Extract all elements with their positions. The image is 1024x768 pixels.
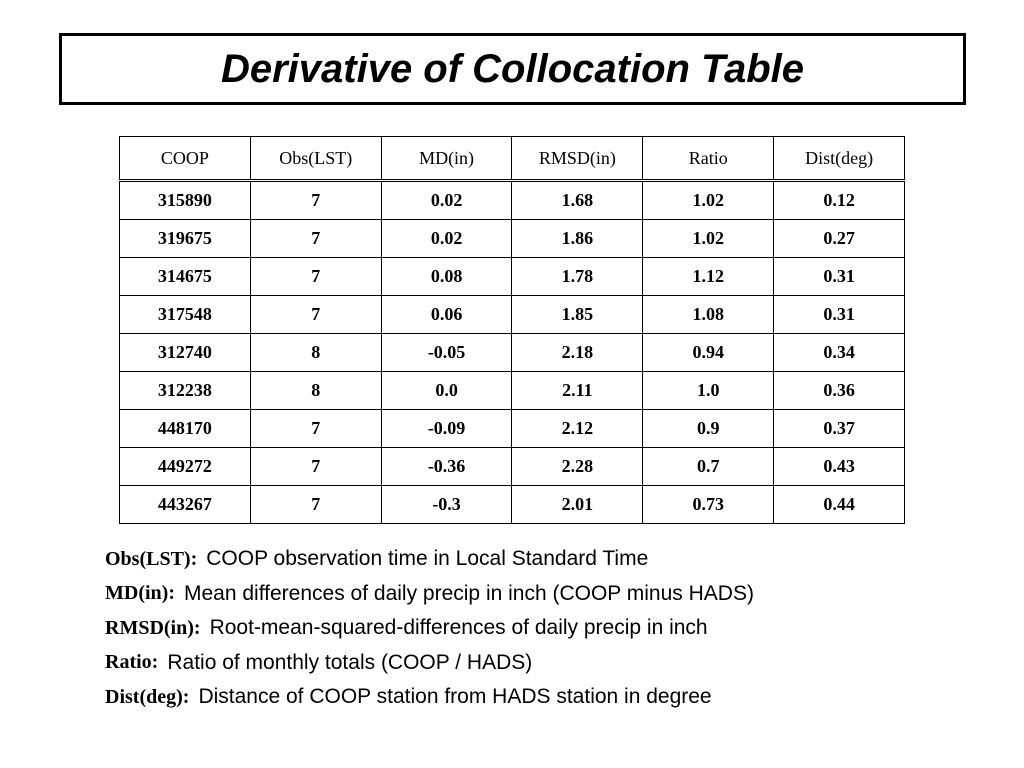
- header-obs-lst: Obs(LST): [250, 137, 381, 181]
- cell-dist-deg: 0.36: [774, 372, 905, 410]
- legend-item: [105, 542, 985, 577]
- cell-obs-lst: 7: [250, 220, 381, 258]
- legend-term: Obs(LST): [105, 547, 191, 570]
- title-box: [59, 33, 966, 105]
- cell-dist-deg: 0.34: [774, 334, 905, 372]
- cell-coop: 314675: [120, 258, 251, 296]
- cell-ratio: 1.02: [643, 181, 774, 220]
- cell-md-in: 0.02: [381, 181, 512, 220]
- cell-coop: 317548: [120, 296, 251, 334]
- legend-item: [105, 577, 985, 612]
- cell-dist-deg: 0.27: [774, 220, 905, 258]
- legend-separator: :: [190, 547, 198, 570]
- cell-md-in: -0.05: [381, 334, 512, 372]
- cell-ratio: 0.7: [643, 448, 774, 486]
- collocation-table: [119, 136, 905, 524]
- cell-rmsd-in: 1.85: [512, 296, 643, 334]
- header-ratio: Ratio: [643, 137, 774, 181]
- legend-definition: Root-mean-squared-differences of daily precip in inch: [209, 616, 708, 640]
- legend-term: MD(in): [105, 582, 169, 605]
- header-row: [120, 137, 905, 181]
- table-row: [120, 296, 905, 334]
- cell-ratio: 1.08: [643, 296, 774, 334]
- table-row: [120, 181, 905, 220]
- legend-item: [105, 646, 985, 681]
- cell-ratio: 1.12: [643, 258, 774, 296]
- cell-dist-deg: 0.31: [774, 296, 905, 334]
- cell-coop: 315890: [120, 181, 251, 220]
- table-row: [120, 448, 905, 486]
- cell-coop: 443267: [120, 486, 251, 524]
- legend-definition: Mean differences of daily precip in inch (COOP minus HADS): [184, 581, 754, 605]
- cell-md-in: -0.36: [381, 448, 512, 486]
- cell-rmsd-in: 1.68: [512, 181, 643, 220]
- cell-coop: 312238: [120, 372, 251, 410]
- table-row: [120, 410, 905, 448]
- table-header: [120, 137, 905, 181]
- cell-coop: 319675: [120, 220, 251, 258]
- page-title: Derivative of Collocation Table: [220, 46, 805, 91]
- cell-obs-lst: 7: [250, 258, 381, 296]
- table-row: [120, 220, 905, 258]
- table-row: [120, 258, 905, 296]
- cell-ratio: 1.02: [643, 220, 774, 258]
- cell-rmsd-in: 2.28: [512, 448, 643, 486]
- cell-obs-lst: 7: [250, 296, 381, 334]
- legend: [105, 542, 985, 715]
- header-coop: COOP: [120, 137, 251, 181]
- cell-md-in: -0.09: [381, 410, 512, 448]
- header-dist-deg: Dist(deg): [774, 137, 905, 181]
- legend-definition: COOP observation time in Local Standard Time: [206, 547, 649, 571]
- cell-ratio: 0.94: [643, 334, 774, 372]
- header-md-in: MD(in): [381, 137, 512, 181]
- legend-term: RMSD(in): [105, 616, 194, 639]
- legend-item: [105, 611, 985, 646]
- cell-rmsd-in: 2.18: [512, 334, 643, 372]
- cell-ratio: 0.73: [643, 486, 774, 524]
- cell-ratio: 1.0: [643, 372, 774, 410]
- cell-md-in: -0.3: [381, 486, 512, 524]
- cell-dist-deg: 0.12: [774, 181, 905, 220]
- table-body: [120, 181, 905, 524]
- cell-ratio: 0.9: [643, 410, 774, 448]
- table-row: [120, 486, 905, 524]
- cell-obs-lst: 7: [250, 448, 381, 486]
- cell-rmsd-in: 2.01: [512, 486, 643, 524]
- cell-dist-deg: 0.37: [774, 410, 905, 448]
- legend-definition: Distance of COOP station from HADS station in degree: [198, 685, 712, 709]
- cell-coop: 448170: [120, 410, 251, 448]
- cell-dist-deg: 0.44: [774, 486, 905, 524]
- legend-term: Dist(deg): [105, 685, 183, 708]
- legend-item: [105, 680, 985, 715]
- cell-md-in: 0.06: [381, 296, 512, 334]
- header-rmsd-in: RMSD(in): [512, 137, 643, 181]
- table-row: [120, 334, 905, 372]
- cell-rmsd-in: 1.86: [512, 220, 643, 258]
- cell-obs-lst: 7: [250, 410, 381, 448]
- legend-separator: :: [193, 616, 201, 639]
- legend-separator: :: [168, 582, 175, 605]
- cell-obs-lst: 7: [250, 486, 381, 524]
- legend-term: Ratio: [105, 651, 152, 674]
- cell-rmsd-in: 1.78: [512, 258, 643, 296]
- cell-coop: 312740: [120, 334, 251, 372]
- cell-md-in: 0.02: [381, 220, 512, 258]
- legend-separator: :: [151, 651, 159, 674]
- cell-dist-deg: 0.31: [774, 258, 905, 296]
- cell-rmsd-in: 2.11: [512, 372, 643, 410]
- cell-md-in: 0.08: [381, 258, 512, 296]
- table-row: [120, 372, 905, 410]
- legend-definition: Ratio of monthly totals (COOP / HADS): [167, 650, 533, 674]
- cell-obs-lst: 8: [250, 334, 381, 372]
- cell-md-in: 0.0: [381, 372, 512, 410]
- cell-obs-lst: 8: [250, 372, 381, 410]
- cell-dist-deg: 0.43: [774, 448, 905, 486]
- legend-separator: :: [182, 685, 190, 708]
- cell-rmsd-in: 2.12: [512, 410, 643, 448]
- cell-obs-lst: 7: [250, 181, 381, 220]
- cell-coop: 449272: [120, 448, 251, 486]
